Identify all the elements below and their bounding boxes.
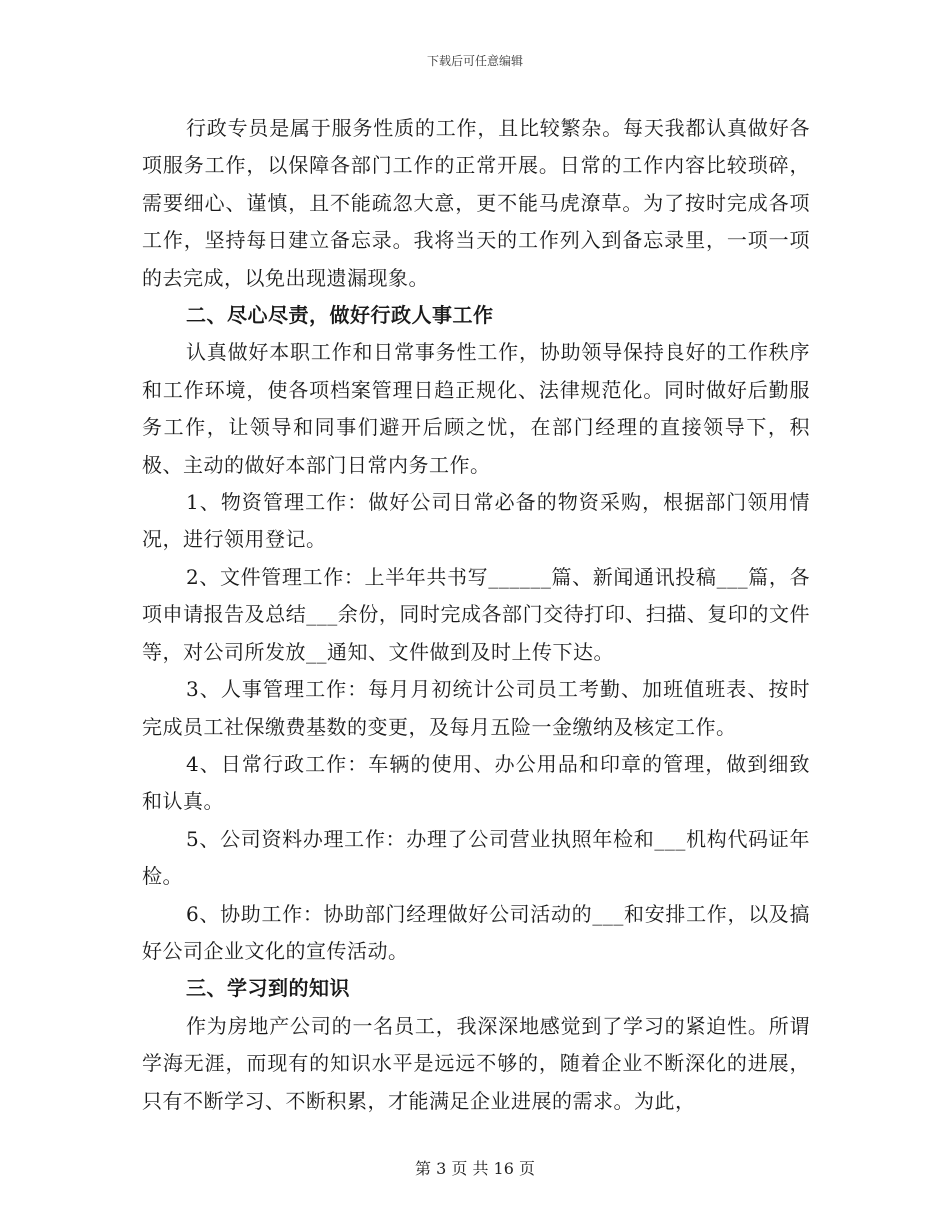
paragraph-learning: 作为房地产公司的一名员工，我深深地感觉到了学习的紧迫性。所谓学海无涯，而现有的知识水平是远远不够的，随着企业不断深化的进展，只有不断学习、不断积累，才能满足企业进展的需求。为此， (142, 1013, 810, 1113)
list-item-materials: 1、物资管理工作：做好公司日常必备的物资采购，根据部门领用情况，进行领用登记。 (142, 490, 810, 552)
list-item-daily-admin: 4、日常行政工作：车辆的使用、办公用品和印章的管理，做到细致和认真。 (142, 751, 810, 814)
list-item-company-records: 5、公司资料办理工作：办理了公司营业执照年检和___机构代码证年检。 (142, 826, 810, 889)
paragraph-hr-duties: 认真做好本职工作和日常事务性工作，协助领导保持良好的工作秩序和工作环境，使各项档案管理日趋正规化、法律规范化。同时做好后勤服务工作，让领导和同事们避开后顾之忧，在部门经理的直接领导下，积极、主动的做好本部门日常内务工作。 (142, 340, 810, 477)
list-item-documents: 2、文件管理工作：上半年共书写______篇、新闻通讯投稿___篇，各项申请报告及总结___余份，同时完成各部门交待打印、扫描、复印的文件等，对公司所发放__通知、文件做到及时上传下达。 (142, 564, 810, 664)
section-heading-learning: 三、学习到的知识 (186, 976, 350, 1001)
paragraph-admin-intro: 行政专员是属于服务性质的工作，且比较繁杂。每天我都认真做好各项服务工作，以保障各部门工作的正常开展。日常的工作内容比较琐碎，需要细心、谨慎，且不能疏忽大意，更不能马虎潦草。为了按时完成各项工作，坚持每日建立备忘录。我将当天的工作列入到备忘录里，一项一项的去完成，以免出现遗漏现象。 (142, 116, 810, 290)
list-item-personnel: 3、人事管理工作：每月月初统计公司员工考勤、加班值班表、按时完成员工社保缴费基数的变更，及每月五险一金缴纳及核定工作。 (142, 677, 810, 739)
document-body (142, 110, 810, 1120)
header-note: 下载后可任意编辑 (426, 54, 523, 68)
list-item-assistance: 6、协助工作：协助部门经理做好公司活动的___和安排工作，以及搞好公司企业文化的宣传活动。 (142, 901, 810, 963)
section-heading-hr-work: 二、尽心尽责，做好行政人事工作 (186, 303, 494, 328)
page-number: 第 3 页 共 16 页 (415, 1159, 535, 1178)
